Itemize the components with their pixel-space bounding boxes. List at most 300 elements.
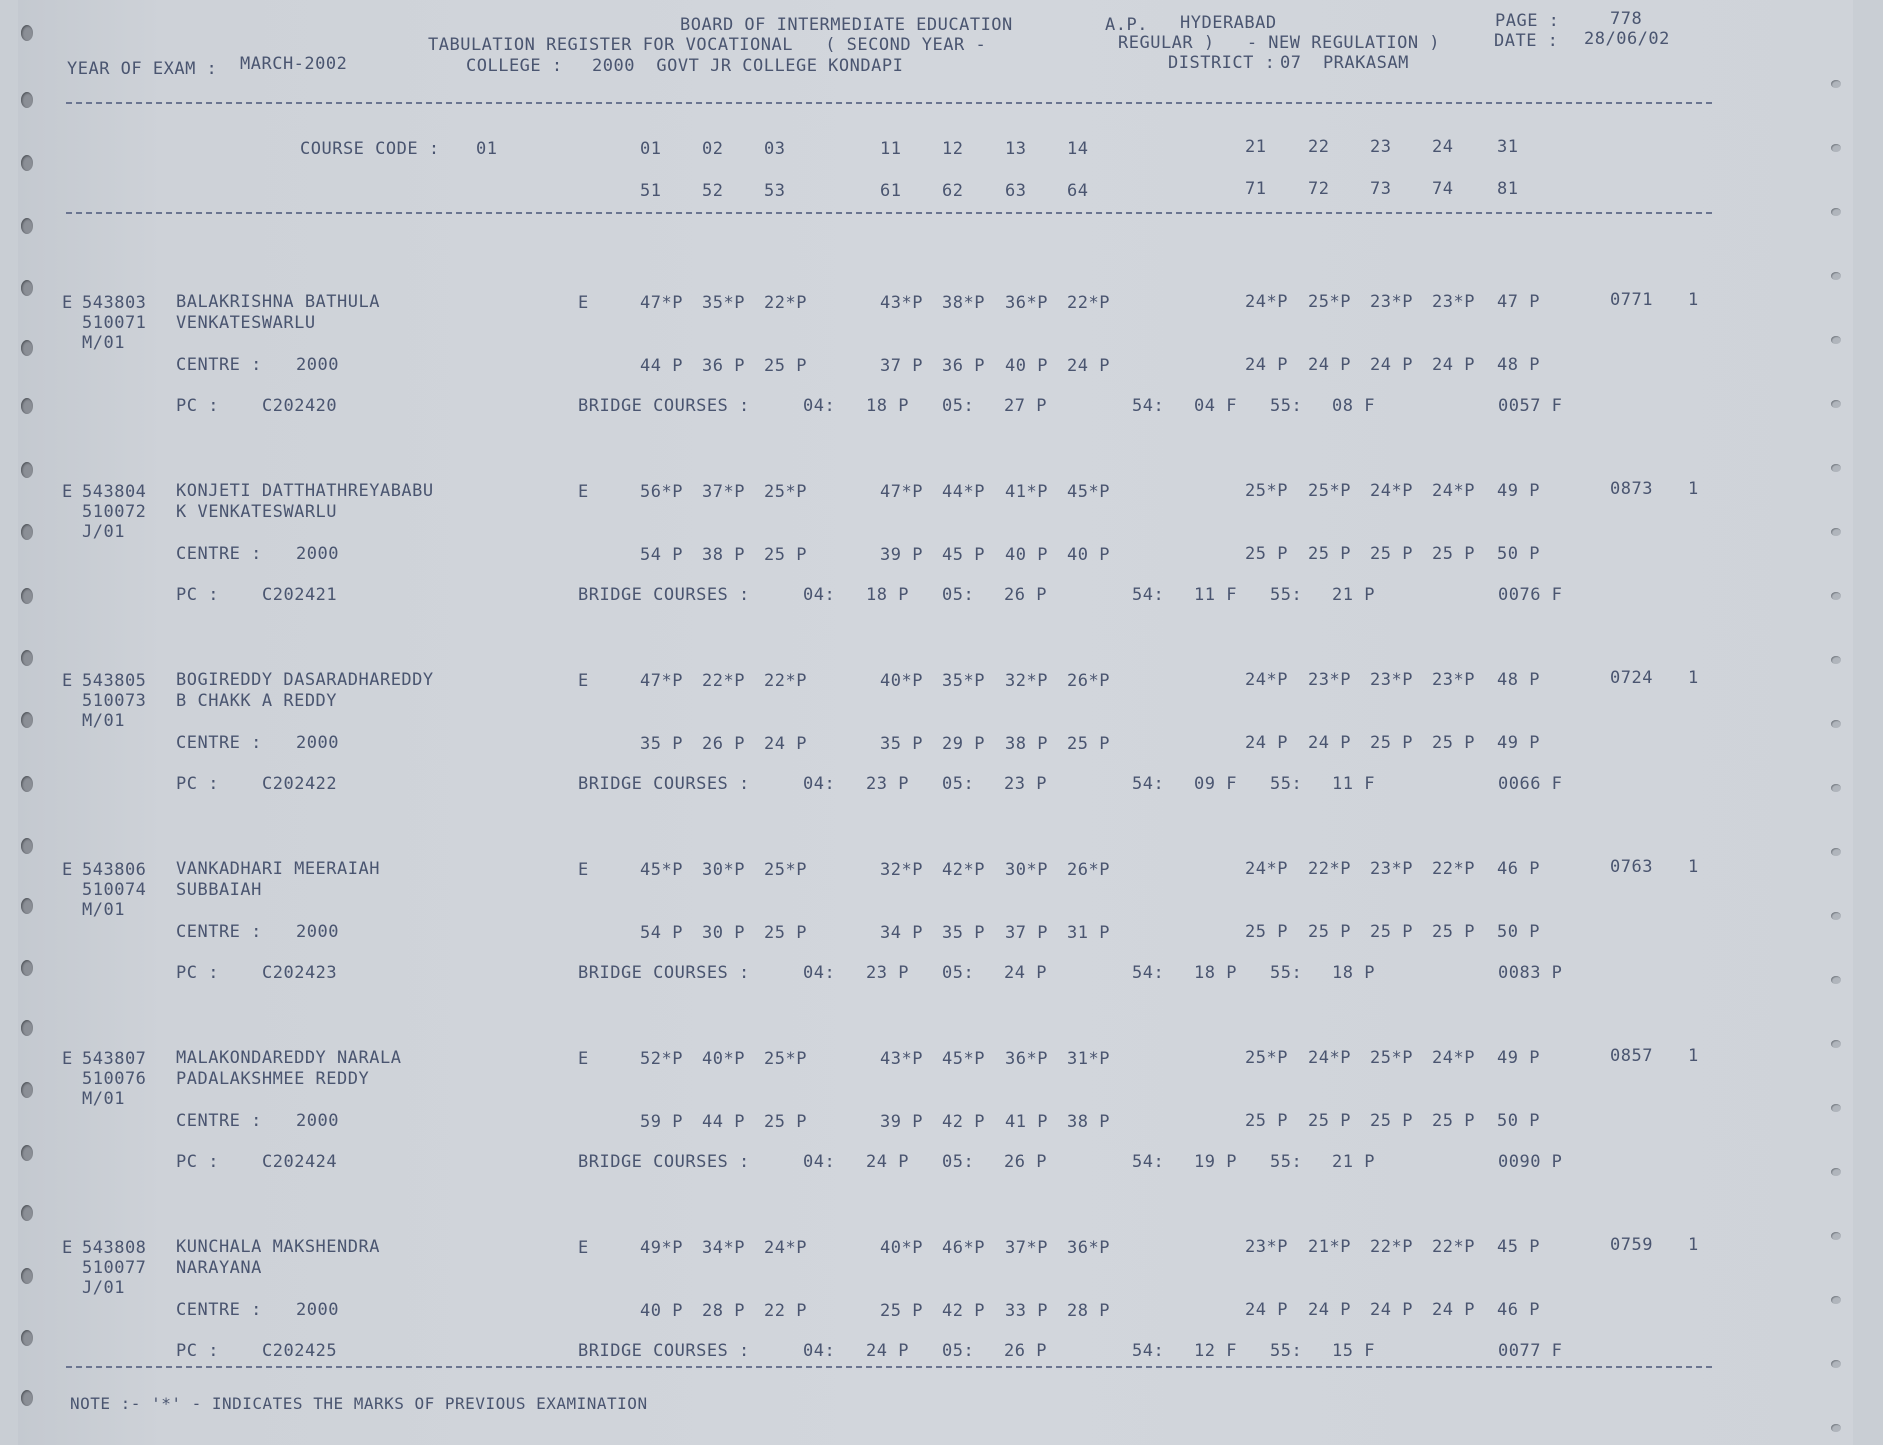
exam-flag: E bbox=[578, 1238, 589, 1258]
candidate-name: VANKADHARI MEERAIAH bbox=[176, 859, 380, 879]
exam-flag: E bbox=[578, 1049, 589, 1069]
tractor-hole bbox=[21, 650, 33, 666]
division: 1 bbox=[1688, 479, 1699, 499]
division: 1 bbox=[1688, 668, 1699, 688]
pc-label: PC : bbox=[176, 1341, 219, 1361]
mark-previous: 49 P bbox=[1497, 481, 1540, 501]
mark-previous: 38*P bbox=[942, 293, 985, 313]
mark-previous: 22*P bbox=[1308, 859, 1351, 879]
mark-current: 48 P bbox=[1497, 355, 1540, 375]
mark-previous: 32*P bbox=[880, 860, 923, 880]
mark-previous: 35*P bbox=[942, 671, 985, 691]
register-number: 543803 bbox=[82, 293, 147, 313]
mark-previous: 23*P bbox=[1432, 292, 1475, 312]
mark-previous: 24*P bbox=[1308, 1048, 1351, 1068]
tractor-hole bbox=[21, 960, 33, 976]
mark-previous: 24*P bbox=[1245, 292, 1288, 312]
bridge-mark: 27 P bbox=[1004, 396, 1047, 416]
bridge-code: 54: bbox=[1132, 774, 1165, 794]
mark-current: 38 P bbox=[1005, 734, 1048, 754]
bridge-total: 0066 F bbox=[1498, 774, 1563, 794]
mark-current: 25 P bbox=[1432, 733, 1475, 753]
bridge-mark: 23 P bbox=[866, 774, 909, 794]
board-state: A.P. bbox=[1105, 15, 1148, 35]
bridge-total: 0083 P bbox=[1498, 963, 1563, 983]
mark-previous: 44*P bbox=[942, 482, 985, 502]
subject-code: 73 bbox=[1370, 179, 1392, 199]
tractor-hole bbox=[1831, 1232, 1841, 1240]
district-label: DISTRICT : bbox=[1168, 53, 1276, 73]
board-title: BOARD OF INTERMEDIATE EDUCATION bbox=[680, 15, 1013, 35]
register-number: 543805 bbox=[82, 671, 147, 691]
bridge-code: 04: bbox=[803, 963, 836, 983]
father-name: NARAYANA bbox=[176, 1258, 262, 1278]
record-prefix: E bbox=[62, 860, 73, 880]
mark-current: 25 P bbox=[764, 1112, 807, 1132]
print-date: 28/06/02 bbox=[1584, 29, 1670, 49]
bridge-mark: 21 P bbox=[1332, 1152, 1375, 1172]
mark-current: 37 P bbox=[880, 356, 923, 376]
division: 1 bbox=[1688, 290, 1699, 310]
bridge-courses-label: BRIDGE COURSES : bbox=[578, 774, 750, 794]
subject-code: 74 bbox=[1432, 179, 1454, 199]
tractor-hole bbox=[1831, 848, 1841, 856]
tractor-hole bbox=[1831, 1104, 1841, 1112]
bridge-mark: 12 F bbox=[1194, 1341, 1237, 1361]
mark-previous: 23*P bbox=[1432, 670, 1475, 690]
mark-current: 36 P bbox=[942, 356, 985, 376]
exam-flag: E bbox=[578, 671, 589, 691]
mark-previous: 36*P bbox=[1067, 1238, 1110, 1258]
mark-current: 25 P bbox=[1245, 544, 1288, 564]
record-prefix: E bbox=[62, 1049, 73, 1069]
mark-previous: 35*P bbox=[702, 293, 745, 313]
mark-previous: 47*P bbox=[640, 293, 683, 313]
bridge-mark: 15 F bbox=[1332, 1341, 1375, 1361]
mark-previous: 22*P bbox=[1370, 1237, 1413, 1257]
mark-previous: 40*P bbox=[880, 1238, 923, 1258]
centre-code: 2000 bbox=[296, 733, 339, 753]
mark-previous: 23*P bbox=[1245, 1237, 1288, 1257]
father-name: PADALAKSHMEE REDDY bbox=[176, 1069, 370, 1089]
register-title: TABULATION REGISTER FOR VOCATIONAL ( SECOND YEAR - bbox=[428, 35, 987, 55]
register-number: 543806 bbox=[82, 860, 147, 880]
tractor-hole bbox=[1831, 976, 1841, 984]
centre-label: CENTRE : bbox=[176, 922, 262, 942]
mark-current: 42 P bbox=[942, 1112, 985, 1132]
page-number: 778 bbox=[1610, 9, 1643, 29]
bridge-code: 04: bbox=[803, 774, 836, 794]
mark-previous: 49 P bbox=[1497, 1048, 1540, 1068]
candidate-name: BOGIREDDY DASARADHAREDDY bbox=[176, 670, 434, 690]
bridge-code: 04: bbox=[803, 1152, 836, 1172]
bridge-total: 0057 F bbox=[1498, 396, 1563, 416]
pc-number: C202424 bbox=[262, 1152, 338, 1172]
candidate-id: 510071 bbox=[82, 313, 147, 333]
tractor-holes-right bbox=[1823, 0, 1853, 1445]
candidate-category: J/01 bbox=[82, 1278, 125, 1298]
candidate-id: 510072 bbox=[82, 502, 147, 522]
mark-previous: 23*P bbox=[1370, 670, 1413, 690]
bridge-mark: 08 F bbox=[1332, 396, 1375, 416]
subject-code: 31 bbox=[1497, 137, 1519, 157]
centre-code: 2000 bbox=[296, 544, 339, 564]
mark-current: 54 P bbox=[640, 923, 683, 943]
subject-code: 52 bbox=[702, 181, 724, 201]
tractor-hole bbox=[21, 1082, 33, 1098]
mark-current: 30 P bbox=[702, 923, 745, 943]
mark-current: 24 P bbox=[1370, 1300, 1413, 1320]
register-number: 543804 bbox=[82, 482, 147, 502]
grand-total: 0763 bbox=[1610, 857, 1653, 877]
tractor-hole bbox=[21, 776, 33, 792]
subject-code: 13 bbox=[1005, 139, 1027, 159]
pc-number: C202422 bbox=[262, 774, 338, 794]
mark-current: 49 P bbox=[1497, 733, 1540, 753]
register-number: 543808 bbox=[82, 1238, 147, 1258]
bridge-mark: 24 P bbox=[1004, 963, 1047, 983]
mark-current: 24 P bbox=[764, 734, 807, 754]
mark-current: 24 P bbox=[1308, 355, 1351, 375]
date-label: DATE : bbox=[1494, 31, 1559, 51]
pc-number: C202423 bbox=[262, 963, 338, 983]
mark-current: 25 P bbox=[1370, 922, 1413, 942]
bridge-code: 54: bbox=[1132, 585, 1165, 605]
father-name: K VENKATESWARLU bbox=[176, 502, 338, 522]
centre-label: CENTRE : bbox=[176, 355, 262, 375]
year-label: YEAR OF EXAM : bbox=[67, 59, 218, 79]
tractor-hole bbox=[21, 25, 33, 41]
tractor-hole bbox=[1831, 1168, 1841, 1176]
college-label: COLLEGE : bbox=[466, 56, 563, 76]
divider-header bbox=[66, 212, 1712, 214]
bridge-total: 0077 F bbox=[1498, 1341, 1563, 1361]
course-code-label: COURSE CODE : bbox=[300, 139, 440, 159]
mark-current: 24 P bbox=[1432, 1300, 1475, 1320]
mark-current: 35 P bbox=[942, 923, 985, 943]
mark-previous: 48 P bbox=[1497, 670, 1540, 690]
mark-previous: 21*P bbox=[1308, 1237, 1351, 1257]
tractor-hole bbox=[1831, 528, 1841, 536]
tractor-hole bbox=[1831, 400, 1841, 408]
mark-previous: 25*P bbox=[764, 860, 807, 880]
mark-previous: 47*P bbox=[640, 671, 683, 691]
subject-code: 22 bbox=[1308, 137, 1330, 157]
tractor-hole bbox=[21, 712, 33, 728]
mark-current: 25 P bbox=[1432, 922, 1475, 942]
mark-current: 28 P bbox=[702, 1301, 745, 1321]
mark-previous: 24*P bbox=[1432, 1048, 1475, 1068]
candidate-category: M/01 bbox=[82, 900, 125, 920]
subject-code: 61 bbox=[880, 181, 902, 201]
bridge-mark: 26 P bbox=[1004, 1341, 1047, 1361]
exam-flag: E bbox=[578, 860, 589, 880]
mark-previous: 23*P bbox=[1370, 859, 1413, 879]
pc-number: C202425 bbox=[262, 1341, 338, 1361]
mark-previous: 34*P bbox=[702, 1238, 745, 1258]
record-prefix: E bbox=[62, 671, 73, 691]
subject-code: 03 bbox=[764, 139, 786, 159]
tractor-holes-left bbox=[18, 0, 48, 1445]
tractor-hole bbox=[21, 1268, 33, 1284]
tractor-hole bbox=[21, 462, 33, 478]
candidate-id: 510076 bbox=[82, 1069, 147, 1089]
grand-total: 0857 bbox=[1610, 1046, 1653, 1066]
tractor-hole bbox=[21, 1205, 33, 1221]
mark-current: 46 P bbox=[1497, 1300, 1540, 1320]
mark-current: 25 P bbox=[1370, 544, 1413, 564]
mark-previous: 22*P bbox=[702, 671, 745, 691]
mark-current: 45 P bbox=[942, 545, 985, 565]
bridge-code: 04: bbox=[803, 1341, 836, 1361]
mark-previous: 25*P bbox=[1370, 1048, 1413, 1068]
record-prefix: E bbox=[62, 293, 73, 313]
subject-code: 71 bbox=[1245, 179, 1267, 199]
bridge-mark: 18 P bbox=[866, 585, 909, 605]
bridge-mark: 04 F bbox=[1194, 396, 1237, 416]
mark-current: 24 P bbox=[1308, 1300, 1351, 1320]
candidate-category: M/01 bbox=[82, 1089, 125, 1109]
tractor-hole bbox=[1831, 1296, 1841, 1304]
mark-previous: 22*P bbox=[764, 671, 807, 691]
mark-current: 38 P bbox=[702, 545, 745, 565]
subject-code: 14 bbox=[1067, 139, 1089, 159]
mark-current: 31 P bbox=[1067, 923, 1110, 943]
bridge-courses-label: BRIDGE COURSES : bbox=[578, 1152, 750, 1172]
mark-previous: 46*P bbox=[942, 1238, 985, 1258]
mark-current: 40 P bbox=[1067, 545, 1110, 565]
mark-previous: 37*P bbox=[702, 482, 745, 502]
mark-current: 25 P bbox=[1308, 544, 1351, 564]
bridge-courses-label: BRIDGE COURSES : bbox=[578, 585, 750, 605]
mark-current: 40 P bbox=[1005, 545, 1048, 565]
mark-previous: 22*P bbox=[1067, 293, 1110, 313]
tractor-hole bbox=[1831, 720, 1841, 728]
tractor-hole bbox=[1831, 336, 1841, 344]
bridge-courses-label: BRIDGE COURSES : bbox=[578, 963, 750, 983]
tractor-hole bbox=[1831, 656, 1841, 664]
pc-label: PC : bbox=[176, 396, 219, 416]
mark-current: 25 P bbox=[764, 545, 807, 565]
bridge-mark: 26 P bbox=[1004, 1152, 1047, 1172]
mark-current: 40 P bbox=[1005, 356, 1048, 376]
mark-previous: 22*P bbox=[1432, 1237, 1475, 1257]
mark-current: 35 P bbox=[640, 734, 683, 754]
mark-previous: 25*P bbox=[1245, 481, 1288, 501]
mark-current: 50 P bbox=[1497, 544, 1540, 564]
bridge-code: 55: bbox=[1270, 1341, 1303, 1361]
tractor-hole bbox=[1831, 1424, 1841, 1432]
tractor-hole bbox=[21, 898, 33, 914]
regulation-text: REGULAR ) - NEW REGULATION ) bbox=[1118, 33, 1441, 53]
mark-current: 24 P bbox=[1245, 1300, 1288, 1320]
mark-current: 24 P bbox=[1245, 733, 1288, 753]
tractor-hole bbox=[1831, 912, 1841, 920]
mark-current: 59 P bbox=[640, 1112, 683, 1132]
mark-previous: 22*P bbox=[764, 293, 807, 313]
tractor-hole bbox=[21, 524, 33, 540]
grand-total: 0724 bbox=[1610, 668, 1653, 688]
subject-code: 53 bbox=[764, 181, 786, 201]
tractor-hole bbox=[1831, 272, 1841, 280]
bridge-courses-label: BRIDGE COURSES : bbox=[578, 396, 750, 416]
bridge-code: 04: bbox=[803, 585, 836, 605]
bridge-mark: 18 P bbox=[1332, 963, 1375, 983]
candidate-category: M/01 bbox=[82, 711, 125, 731]
bridge-code: 55: bbox=[1270, 396, 1303, 416]
footnote: NOTE :- '*' - INDICATES THE MARKS OF PREVIOUS EXAMINATION bbox=[70, 1394, 648, 1413]
register-sheet bbox=[18, 0, 1853, 1445]
divider-bottom bbox=[66, 1366, 1712, 1368]
mark-previous: 47*P bbox=[880, 482, 923, 502]
centre-code: 2000 bbox=[296, 1300, 339, 1320]
bridge-mark: 26 P bbox=[1004, 585, 1047, 605]
mark-current: 26 P bbox=[702, 734, 745, 754]
mark-previous: 43*P bbox=[880, 1049, 923, 1069]
bridge-code: 05: bbox=[942, 774, 975, 794]
mark-previous: 22*P bbox=[1432, 859, 1475, 879]
subject-code: 12 bbox=[942, 139, 964, 159]
bridge-code: 05: bbox=[942, 1152, 975, 1172]
pc-number: C202420 bbox=[262, 396, 338, 416]
bridge-code: 05: bbox=[942, 585, 975, 605]
subject-code: 24 bbox=[1432, 137, 1454, 157]
tractor-hole bbox=[1831, 144, 1841, 152]
mark-previous: 24*P bbox=[764, 1238, 807, 1258]
mark-current: 34 P bbox=[880, 923, 923, 943]
tractor-hole bbox=[21, 1145, 33, 1161]
mark-current: 25 P bbox=[1432, 1111, 1475, 1131]
candidate-id: 510077 bbox=[82, 1258, 147, 1278]
bridge-mark: 23 P bbox=[866, 963, 909, 983]
bridge-code: 55: bbox=[1270, 585, 1303, 605]
subject-code: 72 bbox=[1308, 179, 1330, 199]
mark-previous: 26*P bbox=[1067, 860, 1110, 880]
centre-code: 2000 bbox=[296, 1111, 339, 1131]
mark-previous: 23*P bbox=[1370, 292, 1413, 312]
mark-previous: 24*P bbox=[1245, 859, 1288, 879]
page-label: PAGE : bbox=[1495, 11, 1560, 31]
pc-label: PC : bbox=[176, 774, 219, 794]
tractor-hole bbox=[21, 588, 33, 604]
pc-label: PC : bbox=[176, 963, 219, 983]
tractor-hole bbox=[1831, 1040, 1841, 1048]
exam-year: MARCH-2002 bbox=[240, 54, 348, 74]
father-name: B CHAKK A REDDY bbox=[176, 691, 338, 711]
mark-current: 33 P bbox=[1005, 1301, 1048, 1321]
mark-current: 22 P bbox=[764, 1301, 807, 1321]
tractor-hole bbox=[21, 218, 33, 234]
mark-current: 39 P bbox=[880, 1112, 923, 1132]
mark-previous: 45*P bbox=[640, 860, 683, 880]
mark-previous: 40*P bbox=[880, 671, 923, 691]
subject-code: 01 bbox=[640, 139, 662, 159]
mark-previous: 32*P bbox=[1005, 671, 1048, 691]
mark-current: 37 P bbox=[1005, 923, 1048, 943]
bridge-total: 0090 P bbox=[1498, 1152, 1563, 1172]
bridge-mark: 18 P bbox=[1194, 963, 1237, 983]
mark-current: 24 P bbox=[1432, 355, 1475, 375]
bridge-mark: 09 F bbox=[1194, 774, 1237, 794]
tractor-hole bbox=[21, 1330, 33, 1346]
mark-previous: 24*P bbox=[1245, 670, 1288, 690]
pc-label: PC : bbox=[176, 1152, 219, 1172]
mark-previous: 24*P bbox=[1370, 481, 1413, 501]
centre-label: CENTRE : bbox=[176, 1111, 262, 1131]
tractor-hole bbox=[1831, 80, 1841, 88]
mark-current: 24 P bbox=[1067, 356, 1110, 376]
college-name: 2000 GOVT JR COLLEGE KONDAPI bbox=[592, 56, 904, 76]
bridge-code: 54: bbox=[1132, 963, 1165, 983]
mark-current: 25 P bbox=[1370, 733, 1413, 753]
tractor-hole bbox=[21, 1020, 33, 1036]
tractor-hole bbox=[21, 1390, 33, 1406]
register-number: 543807 bbox=[82, 1049, 147, 1069]
centre-label: CENTRE : bbox=[176, 544, 262, 564]
mark-current: 42 P bbox=[942, 1301, 985, 1321]
mark-current: 35 P bbox=[880, 734, 923, 754]
bridge-code: 55: bbox=[1270, 963, 1303, 983]
mark-current: 38 P bbox=[1067, 1112, 1110, 1132]
mark-current: 25 P bbox=[1432, 544, 1475, 564]
mark-previous: 49*P bbox=[640, 1238, 683, 1258]
mark-previous: 25*P bbox=[1308, 481, 1351, 501]
mark-current: 50 P bbox=[1497, 1111, 1540, 1131]
mark-previous: 26*P bbox=[1067, 671, 1110, 691]
centre-code: 2000 bbox=[296, 355, 339, 375]
board-city: HYDERABAD bbox=[1180, 13, 1277, 33]
mark-current: 25 P bbox=[1308, 1111, 1351, 1131]
tractor-hole bbox=[21, 92, 33, 108]
subject-code: 62 bbox=[942, 181, 964, 201]
mark-current: 50 P bbox=[1497, 922, 1540, 942]
tractor-hole bbox=[1831, 592, 1841, 600]
mark-previous: 45*P bbox=[1067, 482, 1110, 502]
mark-previous: 25*P bbox=[764, 482, 807, 502]
subject-code: 11 bbox=[880, 139, 902, 159]
candidate-category: M/01 bbox=[82, 333, 125, 353]
mark-previous: 36*P bbox=[1005, 1049, 1048, 1069]
subject-code: 23 bbox=[1370, 137, 1392, 157]
mark-previous: 36*P bbox=[1005, 293, 1048, 313]
bridge-code: 04: bbox=[803, 396, 836, 416]
tractor-hole bbox=[21, 340, 33, 356]
mark-previous: 47 P bbox=[1497, 292, 1540, 312]
mark-previous: 46 P bbox=[1497, 859, 1540, 879]
mark-previous: 37*P bbox=[1005, 1238, 1048, 1258]
exam-flag: E bbox=[578, 293, 589, 313]
mark-previous: 56*P bbox=[640, 482, 683, 502]
district-name: 07 PRAKASAM bbox=[1280, 53, 1409, 73]
division: 1 bbox=[1688, 857, 1699, 877]
bridge-code: 55: bbox=[1270, 1152, 1303, 1172]
division: 1 bbox=[1688, 1046, 1699, 1066]
tractor-hole bbox=[1831, 1360, 1841, 1368]
mark-previous: 25*P bbox=[1308, 292, 1351, 312]
bridge-mark: 11 F bbox=[1194, 585, 1237, 605]
bridge-code: 05: bbox=[942, 1341, 975, 1361]
mark-current: 25 P bbox=[764, 923, 807, 943]
candidate-name: KUNCHALA MAKSHENDRA bbox=[176, 1237, 380, 1257]
mark-previous: 24*P bbox=[1432, 481, 1475, 501]
subject-code: 21 bbox=[1245, 137, 1267, 157]
father-name: SUBBAIAH bbox=[176, 880, 262, 900]
mark-current: 24 P bbox=[1308, 733, 1351, 753]
course-code: 01 bbox=[476, 139, 498, 159]
mark-current: 28 P bbox=[1067, 1301, 1110, 1321]
bridge-mark: 21 P bbox=[1332, 585, 1375, 605]
bridge-mark: 23 P bbox=[1004, 774, 1047, 794]
